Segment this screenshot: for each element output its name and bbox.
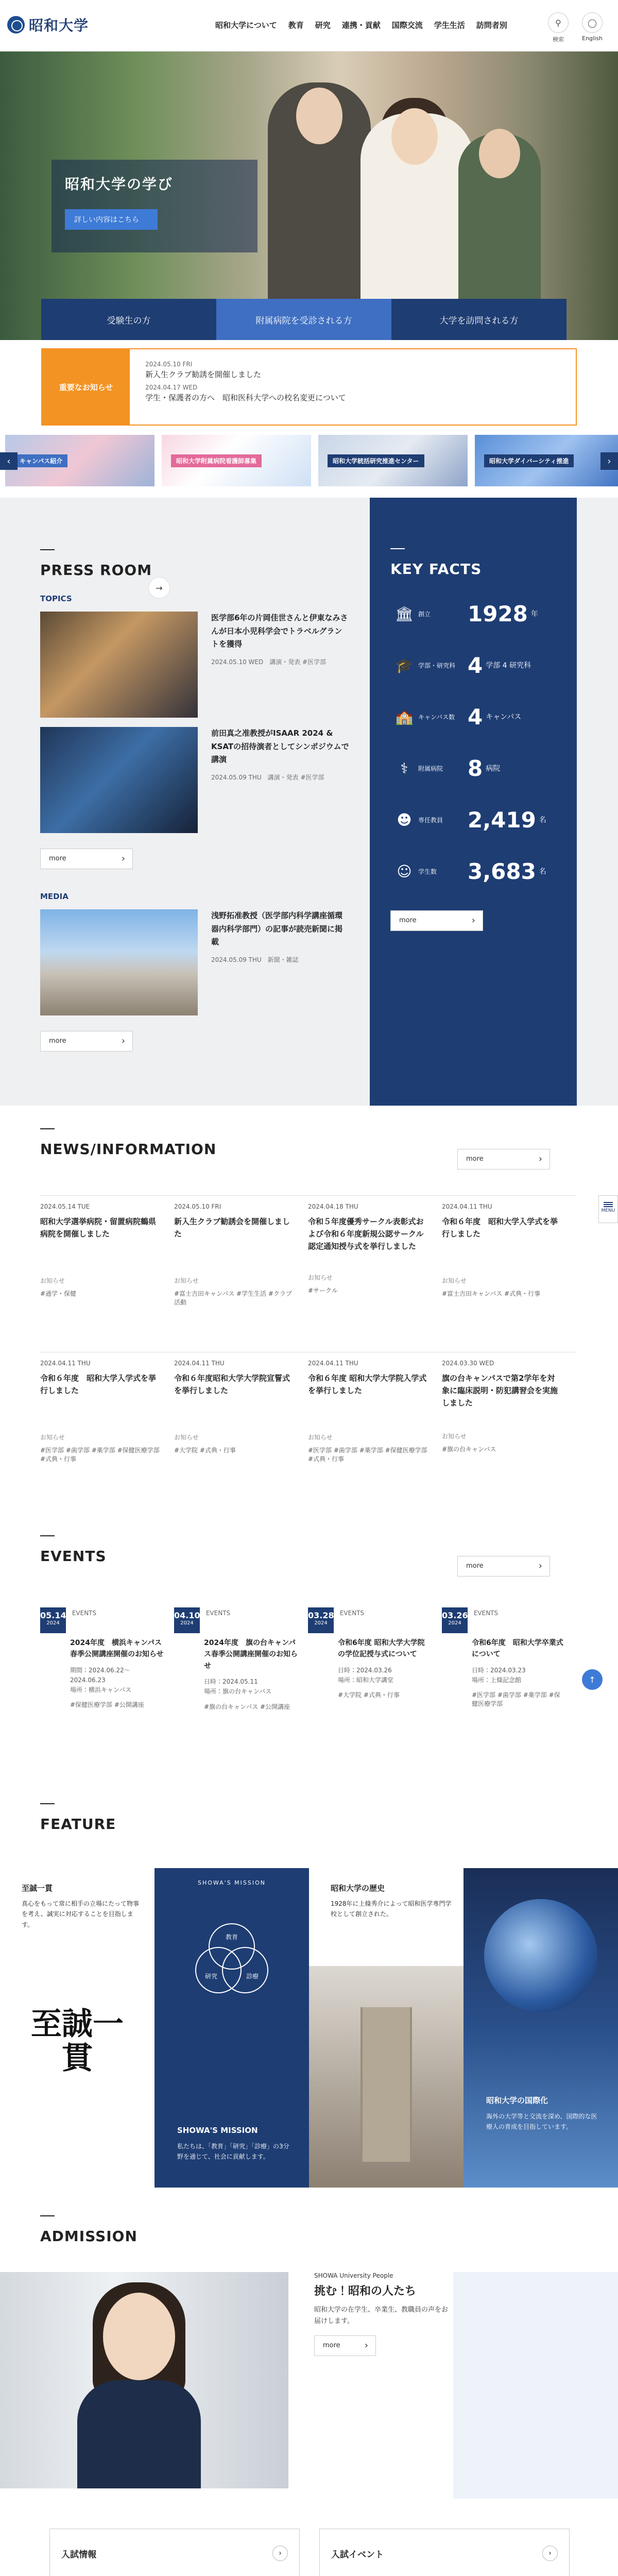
event-day: 03.26: [442, 1611, 468, 1620]
event-item[interactable]: [174, 1607, 308, 1711]
globe-image: [484, 1899, 597, 2012]
press-more-button[interactable]: [148, 577, 170, 599]
chevron-right-icon: ›: [272, 2546, 288, 2561]
events-heading: EVENTS: [40, 1548, 107, 1565]
notice-list: [130, 349, 362, 425]
graduation-cap-icon: 🎓: [395, 656, 414, 674]
news-tags: #富士吉田キャンパス #学生生活 #クラブ活動: [174, 1290, 292, 1306]
news-tags: #大学院 #式典・行事: [174, 1447, 236, 1454]
admission-kicker: SHOWA University People: [314, 2272, 393, 2279]
fact-label: 学部・研究科: [418, 662, 456, 669]
feature-heading: FEATURE: [40, 1816, 116, 1833]
event-info: 期間：2024.06.22〜2024.06.23 場所：横浜キャンパス: [70, 1666, 132, 1694]
fact-label: 創立: [418, 610, 431, 618]
section-rule: [390, 548, 405, 549]
banner-item[interactable]: [318, 435, 468, 486]
news-category: お知らせ: [40, 1434, 65, 1441]
event-type: EVENTS: [339, 1609, 365, 1617]
fact-founded: [390, 598, 556, 629]
news-item[interactable]: [174, 1195, 308, 1329]
event-year: 2024: [46, 1620, 60, 1626]
admission-info-link[interactable]: [49, 2529, 300, 2576]
fact-label: 専任教員: [418, 816, 443, 824]
audience-patients[interactable]: 附属病院を受診される方: [216, 299, 391, 340]
admission-header: [40, 2215, 138, 2245]
feature-section: [0, 1803, 618, 2195]
topics-label: TOPICS: [40, 594, 72, 603]
section-rule: [40, 1128, 55, 1129]
admission-section: [0, 2215, 618, 2560]
topic-item[interactable]: [40, 612, 349, 718]
hero-caption: [52, 160, 258, 252]
news-date: 2024.04.11 THU: [174, 1360, 225, 1367]
news-tags: #サークル: [308, 1287, 338, 1294]
feature-desc: 私たちは、「教育」「研究」「診療」の3分野を通じて、社会に貢献します。: [177, 2143, 289, 2161]
feature-card[interactable]: [0, 1868, 154, 2188]
news-category: お知らせ: [174, 1434, 199, 1441]
event-title: 令和6年度 昭和大学大学院の学位記授与式について: [338, 1639, 425, 1659]
side-menu-button[interactable]: [598, 1195, 618, 1223]
site-logo[interactable]: [7, 14, 89, 35]
news-title: 令和６年度昭和大学大学院宣誓式を挙行しました: [174, 1374, 290, 1395]
banner-prev-button[interactable]: [0, 452, 18, 470]
event-tags: #保健医療学部 #公開講座: [70, 1701, 144, 1709]
banner-carousel: [0, 435, 618, 486]
audience-applicants[interactable]: 受験生の方: [41, 299, 216, 340]
news-item[interactable]: [40, 1195, 174, 1329]
university-seal-icon: [7, 16, 25, 33]
news-item[interactable]: [40, 1352, 174, 1486]
event-info: 日時：2024.03.23 場所：上條記念館: [472, 1666, 526, 1684]
keyfacts-more-button[interactable]: more ›: [390, 910, 483, 931]
news-category: お知らせ: [40, 1277, 65, 1284]
topic-title: 医学部6年の片岡佳世さんと伊東なみさんが日本小児科学会でトラベルグラントを獲得: [211, 613, 348, 649]
press-heading: PRESS ROOM: [40, 562, 152, 579]
building-icon: 🏛: [395, 605, 414, 622]
hero-detail-button[interactable]: 詳しい内容はこちら: [65, 209, 158, 230]
calligraphy-motto: 至誠一貫: [31, 2006, 124, 2076]
event-year: 2024: [448, 1620, 461, 1626]
topics-more-button[interactable]: more ›: [40, 849, 133, 869]
news-title: 新入生クラブ勧誘会を開催しました: [174, 1217, 290, 1239]
fact-faculties: [390, 650, 556, 681]
search-icon: ⚲: [548, 12, 569, 33]
important-notice: [41, 348, 577, 426]
event-date-badge: [40, 1607, 66, 1633]
event-tags: #大学院 #式典・行事: [338, 1691, 400, 1699]
notice-date: 2024.04.17 WED: [145, 384, 198, 391]
menu-label: MENU: [601, 1208, 615, 1213]
nav-research[interactable]: 研究: [315, 21, 331, 30]
chevron-right-icon: ›: [607, 455, 611, 467]
event-item[interactable]: [308, 1607, 442, 1711]
feature-header: [40, 1803, 116, 1833]
admission-events-link[interactable]: [319, 2529, 570, 2576]
hamburger-icon: [604, 1204, 613, 1205]
admission-decoration: [453, 2272, 618, 2499]
banner-item[interactable]: [5, 435, 154, 486]
events-section: [40, 1535, 576, 1710]
admission-heading: ADMISSION: [40, 2228, 138, 2245]
event-date-badge: [308, 1607, 334, 1633]
notice-link[interactable]: 学生・保護者の方へ 昭和医科大学への校名変更について: [145, 393, 346, 402]
media-more-button[interactable]: more ›: [40, 1031, 133, 1052]
mission-label: 研究: [204, 1973, 218, 1980]
news-category: お知らせ: [308, 1274, 333, 1281]
chevron-right-icon: ›: [542, 2546, 558, 2561]
banner-caption: 昭和大学統括研究推進センター: [328, 454, 424, 467]
news-category: お知らせ: [442, 1433, 467, 1440]
fact-value: 8: [468, 755, 483, 781]
hero-person-face: [479, 129, 520, 178]
fact-campuses: [390, 701, 556, 732]
topic-thumbnail: [40, 727, 198, 833]
globe-icon: ◯: [582, 12, 603, 33]
feature-title: 昭和大学の国際化: [486, 2096, 548, 2105]
event-year: 2024: [180, 1620, 194, 1626]
search-button[interactable]: [545, 12, 572, 41]
news-tags: #富士吉田キャンパス #式典・行事: [442, 1290, 541, 1297]
news-item[interactable]: [308, 1352, 442, 1486]
notice-date: 2024.05.10 FRI: [145, 361, 193, 368]
notice-label: 重要なお知らせ: [42, 349, 130, 425]
hero-slider: [0, 52, 618, 340]
press-room: [40, 549, 349, 1052]
event-day: 05.14: [40, 1611, 66, 1620]
mission-label: 診療: [246, 1973, 259, 1980]
historic-building-image: [309, 1966, 464, 2188]
news-date: 2024.05.10 FRI: [174, 1203, 221, 1210]
news-tags: #医学部 #歯学部 #薬学部 #保健医療学部 #式典・行事: [40, 1447, 160, 1463]
news-more-button[interactable]: more ›: [457, 1149, 550, 1170]
admission-photo: [0, 2272, 288, 2488]
admission-desc: 昭和大学の在学生、卒業生、教職員の声をお届けします。: [314, 2306, 449, 2326]
fact-unit: 病院: [486, 765, 501, 773]
event-year: 2024: [314, 1620, 328, 1626]
fact-label: 附属病院: [418, 765, 443, 772]
feature-card[interactable]: [154, 1868, 309, 2188]
banner-item[interactable]: [475, 435, 618, 486]
feature-title: 昭和大学の歴史: [331, 1884, 385, 1893]
campus-icon: 🏫: [395, 708, 414, 725]
media-meta: 2024.05.09 THU 新聞・雑誌: [211, 956, 299, 963]
event-date-badge: [442, 1607, 468, 1633]
hamburger-icon: [604, 1202, 613, 1203]
media-title: 浅野拓准教授（医学部内科学講座循環器内科学部門）の記事が読売新聞に掲載: [211, 911, 343, 946]
news-category: お知らせ: [442, 1277, 467, 1284]
banner-item[interactable]: [162, 435, 311, 486]
feature-title: 至誠一貫: [22, 1884, 53, 1893]
event-type: EVENTS: [205, 1609, 231, 1617]
hero-title: 昭和大学の学び: [65, 176, 174, 193]
news-title: 令和６年度 昭和大学大学院入学式を挙行しました: [308, 1374, 427, 1395]
student-icon: ☺: [397, 862, 412, 880]
fact-unit: キャンパス: [486, 713, 522, 721]
fact-value: 4: [468, 652, 483, 678]
link-label: 入試イベント: [331, 2549, 384, 2560]
media-item[interactable]: [40, 909, 349, 1015]
logo-text: 昭和大学: [29, 17, 89, 34]
admission-title: 挑む！昭和の人たち: [314, 2285, 417, 2298]
event-item[interactable]: [40, 1607, 174, 1711]
event-item[interactable]: [442, 1607, 576, 1711]
admission-card: [314, 2272, 453, 2356]
header-utilities: [545, 12, 606, 41]
news-category: お知らせ: [308, 1434, 333, 1441]
event-title: 2024年度 横浜キャンパス春季公開講座開催のお知らせ: [70, 1639, 164, 1659]
teacher-icon: ☻: [397, 811, 412, 828]
section-rule: [40, 549, 55, 550]
press-keyfacts-section: [0, 498, 618, 1106]
news-title: 令和６年度 昭和大学入学式を挙行しました: [40, 1374, 157, 1395]
mission-label: 教育: [225, 1934, 238, 1941]
hero-person-face: [296, 88, 342, 144]
fact-value: 2,419: [468, 807, 536, 833]
news-title: 令和５年度優秀サークル表彰式および令和６年度新規公認サークル認定通知授与式を挙行しました: [308, 1217, 424, 1251]
notice-link[interactable]: 新入生クラブ勧誘を開催しました: [145, 370, 262, 379]
news-item[interactable]: [442, 1352, 576, 1486]
hero-person-face: [391, 108, 438, 165]
fact-students: [390, 856, 556, 887]
fact-unit: 名: [539, 868, 546, 876]
fact-label: キャンパス数: [418, 713, 455, 721]
language-button[interactable]: [579, 12, 606, 41]
feature-card[interactable]: [309, 1868, 464, 2188]
admission-links: [49, 2529, 569, 2576]
banner-caption: 昭和大学附属病院看護師募集: [171, 454, 262, 467]
event-date-badge: [174, 1607, 200, 1633]
feature-desc: 真心をもって常に相手の立場にたって物事を考え、誠実に対応することを目指します。: [22, 1900, 140, 1928]
news-title: 昭和大学選挙病院・留置病院鶴県病院を開催しました: [40, 1217, 157, 1239]
search-label: 検索: [553, 36, 564, 43]
language-label: English: [582, 35, 603, 42]
hamburger-icon: [604, 1206, 613, 1207]
event-day: 03.28: [308, 1611, 334, 1620]
news-grid: [40, 1195, 576, 1486]
building-tower: [360, 2007, 412, 2162]
mission-venn-diagram: [185, 1914, 278, 2007]
link-label: 入試情報: [61, 2549, 96, 2560]
section-rule: [40, 2215, 55, 2216]
topic-thumbnail: [40, 612, 198, 718]
topic-meta: 2024.05.10 WED 講演・発表 #医学部: [211, 658, 327, 666]
audience-visitors[interactable]: 大学を訪問される方: [391, 299, 566, 340]
arrow-up-icon: ↑: [589, 1674, 596, 1685]
feature-card[interactable]: [464, 1868, 618, 2188]
nav-education[interactable]: 教育: [288, 21, 304, 30]
news-item[interactable]: [308, 1195, 442, 1329]
arrow-right-icon: →: [156, 583, 163, 593]
banner-next-button[interactable]: [600, 452, 618, 470]
nav-visitors[interactable]: 訪問者別: [476, 21, 507, 30]
event-tags: #医学部 #歯学部 #薬学部 #保健医療学部: [472, 1691, 560, 1708]
news-date: 2024.04.18 THU: [308, 1203, 358, 1210]
nav-international[interactable]: 国際交流: [391, 21, 423, 30]
fact-value: 4: [468, 704, 483, 730]
hospital-icon: ⚕: [400, 759, 408, 777]
student-face: [103, 2293, 175, 2380]
news-item[interactable]: [442, 1195, 576, 1329]
news-date: 2024.04.11 THU: [308, 1360, 358, 1367]
admission-more-button[interactable]: more ›: [314, 2335, 376, 2356]
fact-value: 3,683: [468, 858, 536, 884]
section-rule: [40, 1803, 55, 1804]
news-date: 2024.04.11 THU: [442, 1203, 492, 1210]
news-tags: #通学・保健: [40, 1290, 77, 1297]
event-title: 2024年度 旗の台キャンパス春季公開講座開催のお知らせ: [204, 1639, 298, 1670]
fact-unit: 名: [539, 816, 546, 824]
news-tags: #医学部 #歯学部 #薬学部 #保健医療学部 #式典・行事: [308, 1447, 427, 1463]
event-type: EVENTS: [72, 1609, 97, 1617]
news-category: お知らせ: [174, 1277, 199, 1284]
banner-caption: 昭和大学ダイバーシティ推進: [484, 454, 574, 467]
banner-caption: キャンパス紹介: [14, 454, 67, 467]
news-date: 2024.03.30 WED: [442, 1360, 494, 1367]
fact-unit: 学部 4 研究科: [486, 662, 531, 670]
event-title: 令和6年度 昭和大学卒業式について: [472, 1639, 563, 1659]
fact-hospitals: [390, 753, 556, 784]
site-header: [0, 0, 618, 52]
news-section: [40, 1128, 576, 1463]
event-info: 日時：2024.05.11 場所：旗の台キャンパス: [204, 1678, 272, 1696]
event-type: EVENTS: [473, 1609, 499, 1617]
news-title: 令和６年度 昭和大学入学式を挙行しました: [442, 1217, 558, 1239]
keyfacts-heading: KEY FACTS: [390, 561, 482, 578]
nav-student-life[interactable]: 学生生活: [434, 21, 465, 30]
section-rule: [40, 1535, 55, 1536]
news-date: 2024.04.11 THU: [40, 1360, 91, 1367]
events-more-button[interactable]: more ›: [457, 1556, 550, 1577]
fact-faculty-staff: [390, 804, 556, 835]
news-date: 2024.05.14 TUE: [40, 1203, 90, 1210]
news-item[interactable]: [174, 1352, 308, 1486]
event-info: 日時：2024.03.26 場所：昭和大学講堂: [338, 1666, 394, 1684]
news-tags: #旗の台キャンパス: [442, 1446, 496, 1453]
media-thumbnail: [40, 909, 198, 1015]
feature-title: SHOWA'S MISSION: [177, 2126, 258, 2135]
topic-item[interactable]: [40, 727, 349, 833]
global-nav: [215, 20, 507, 30]
feature-desc: 海外の大学等と交流を深め、国際的な医療人の育成を目指しています。: [486, 2113, 597, 2131]
event-tags: #旗の台キャンパス #公開講座: [204, 1703, 290, 1710]
feature-desc: 1928年に上條秀介によって昭和医学専門学校として創立された。: [331, 1900, 452, 1918]
chevron-left-icon: ‹: [7, 455, 11, 467]
topic-meta: 2024.05.09 THU 講演・発表 #医学部: [211, 773, 324, 781]
fact-value: 1928: [468, 601, 528, 626]
feature-cards: [0, 1868, 618, 2188]
nav-collaboration[interactable]: 連携・貢献: [341, 21, 381, 30]
media-label: MEDIA: [40, 892, 68, 901]
key-facts: [370, 498, 577, 1106]
fact-label: 学生数: [418, 868, 437, 875]
news-title: 旗の台キャンパスで第2学年を対象に臨床説明・防犯講習会を実施しました: [442, 1374, 558, 1408]
event-day: 04.10: [174, 1611, 200, 1620]
news-heading: NEWS/INFORMATION: [40, 1141, 217, 1158]
events-grid: [40, 1607, 576, 1711]
topic-title: 前田真之准教授がISAAR 2024 & KSATの招待演者としてシンポジウムで講演: [211, 728, 349, 764]
audience-nav: [0, 299, 618, 340]
nav-about[interactable]: 昭和大学について: [215, 21, 277, 30]
student-body: [77, 2380, 201, 2488]
mission-caption: SHOWA'S MISSION: [197, 1879, 266, 1886]
fact-unit: 年: [530, 610, 538, 618]
back-to-top-button[interactable]: [582, 1669, 603, 1690]
